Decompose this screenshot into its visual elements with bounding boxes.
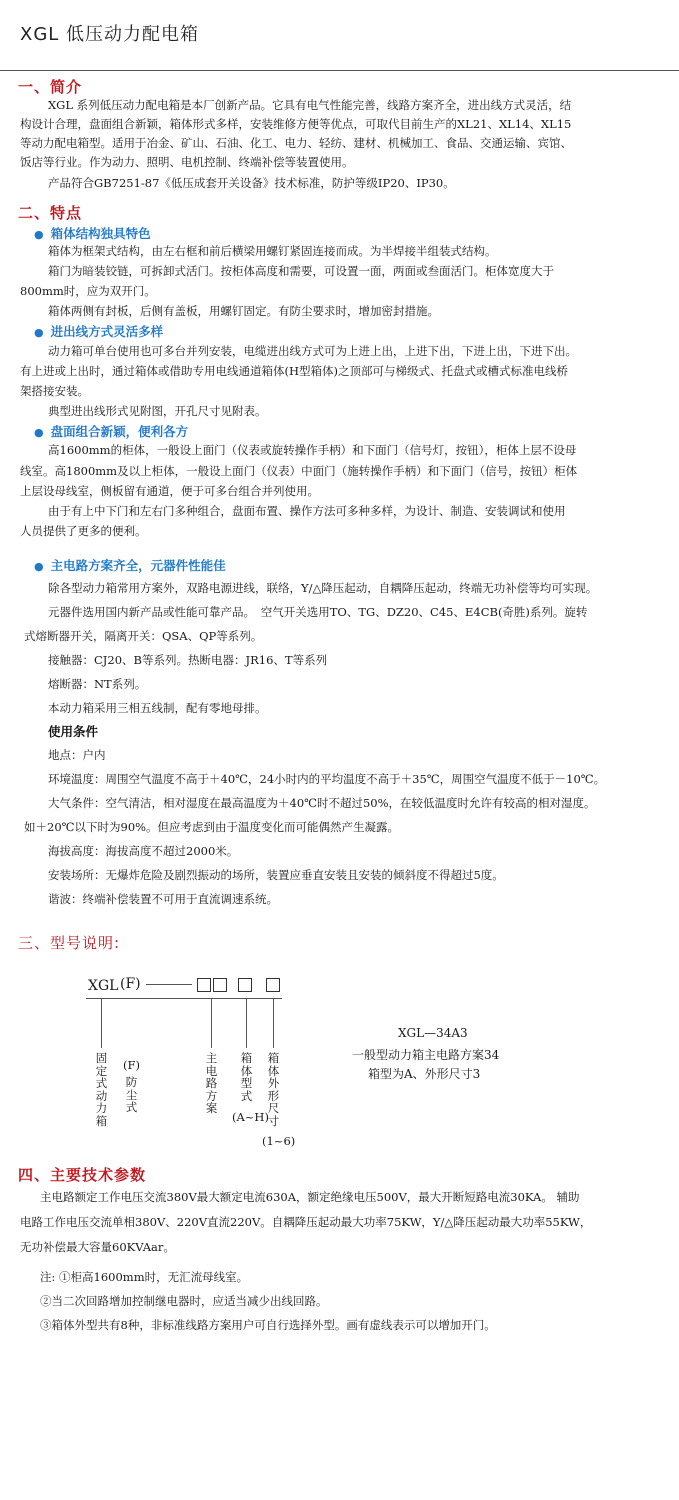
paragraph-line: 箱体为框架式结构，由左右框和前后横梁用螺钉紧固连接而成。为半焊接半组装式结构。 [48, 244, 497, 258]
bullet-icon: ● [34, 560, 44, 573]
bullet-icon: ● [34, 326, 44, 339]
label-box-size-range: (1~6) [262, 1134, 296, 1148]
subheading-label: 箱体结构独具特色 [50, 226, 151, 241]
label-fixed-type: 固定式动力箱 [95, 1051, 108, 1128]
subheading-panel [34, 422, 188, 440]
paragraph-line: 安装场所：无爆炸危险及剧烈振动的场所，装置应垂直安装且安装的倾斜度不得超过5度。 [48, 868, 504, 882]
paragraph-line: 架搭接安装。 [20, 384, 89, 398]
model-code-diagram [0, 960, 679, 1160]
conditions-title: 使用条件 [48, 724, 99, 739]
paragraph-line: 等动力配电箱型。适用于冶金、矿山、石油、化工、电力、轻纺、建材、机械加工、食品、交通运输、宾馆、 [20, 136, 572, 150]
paragraph-line: 箱体两侧有封板，后侧有盖板，用螺钉固定。有防尘要求时，增加密封措施。 [48, 304, 439, 318]
title-divider [0, 70, 679, 71]
paragraph-line: 接触器：CJ20、B等系列。热断电器：JR16、T等系列 [48, 653, 328, 667]
placeholder-box [238, 978, 252, 992]
paragraph-line: XGL 系列低压动力配电箱是本厂创新产品。它具有电气性能完善，线路方案齐全，进出线方式灵活，结 [48, 98, 572, 112]
section-model-title: 三、型号说明: [18, 934, 121, 952]
subheading-label: 主电路方案齐全，元器件性能佳 [50, 558, 226, 573]
label-box-type: 箱体型式 [240, 1051, 253, 1103]
label-main-circuit: 主电路方案 [205, 1051, 218, 1115]
paragraph-line: 上层设母线室，侧板留有通道，便于可多台组合并列使用。 [20, 484, 319, 498]
dash-connector [146, 984, 192, 985]
paragraph-line: 主电路额定工作电压交流380V最大额定电流630A，额定绝缘电压500V，最大开断短路电流30KA。 辅助 [40, 1190, 580, 1204]
subheading-label: 盘面组合新颖，便利各方 [50, 424, 189, 439]
paragraph-line: 有上进或上出时，通过箱体或借助专用电线通道箱体(H型箱体)之顶部可与梯级式、托盘式或槽式标准电线桥 [20, 364, 568, 378]
paragraph-line: 饭店等行业。作为动力、照明、电机控制、终端补偿等装置使用。 [20, 155, 354, 169]
code-f: (F) [120, 976, 141, 992]
paragraph-line: 线室。高1800mm及以上柜体，一般设上面门（仪表）中面门（施转操作手柄）和下面门（信号，按钮）柜体 [20, 464, 578, 478]
example-line: 箱型为A、外形尺寸3 [368, 1067, 481, 1081]
paragraph-line: 地点：户内 [48, 748, 106, 762]
code-xgl: XGL [88, 978, 119, 994]
paragraph-line: 环境温度：周围空气温度不高于＋40℃，24小时内的平均温度不高于＋35℃，周围空气温度不低于－10℃。 [48, 772, 606, 786]
section-params-title: 四、主要技术参数 [18, 1166, 147, 1184]
paragraph-line: 本动力箱采用三相五线制，配有零地母排。 [48, 701, 267, 715]
leader-line [211, 998, 212, 1048]
paragraph-line: 箱门为暗装铰链，可拆卸式活门。按柜体高度和需要，可设置一面，两面或叁面活门。柜体宽度大于 [48, 264, 554, 278]
section-features-title: 二、特点 [18, 204, 83, 222]
paragraph-line: 高1600mm的柜体，一般设上面门（仪表或旋转操作手柄）和下面门（信号灯，按钮），柜体上层不设母 [48, 443, 577, 457]
example-line: 一般型动力箱主电路方案34 [352, 1048, 500, 1062]
note-line: 注: ①柜高1600mm时，无汇流母线室。 [40, 1270, 249, 1284]
note-line: ③箱体外型共有8种，非标准线路方案用户可自行选择外型。画有虚线表示可以增加开门。 [40, 1318, 496, 1332]
paragraph-line: 电路工作电压交流单相380V、220V直流220V。自耦降压起动最大功率75KW，Y/△降压起动最大功率55KW， [20, 1215, 592, 1229]
bullet-icon: ● [34, 228, 44, 241]
paragraph-line: 除各型动力箱常用方案外，双路电源进线，联络，Y/△降压起动，自耦降压起动，终端无功补偿等均可实现。 [48, 581, 598, 595]
paragraph-line: 谐波：终端补偿装置不可用于直流调速系统。 [48, 892, 278, 906]
paragraph-line: 熔断器：NT系列。 [48, 677, 147, 691]
label-dustproof-code: (F) [123, 1058, 140, 1072]
paragraph-line: 典型进出线形式见附图，开孔尺寸见附表。 [48, 404, 267, 418]
paragraph-line: 式熔断器开关，隔离开关：QSA、QP等系列。 [24, 629, 263, 643]
example-code: XGL—34A3 [398, 1026, 468, 1040]
subheading-structure [34, 224, 151, 242]
label-dustproof: 防尘式 [125, 1075, 138, 1114]
label-box-size: 箱体外形尺寸 [267, 1051, 280, 1128]
page-title: XGL 低压动力配电箱 [20, 24, 200, 45]
paragraph-line: 元器件选用国内新产品或性能可靠产品。 空气开关选用TO、TG、DZ20、C45、E4CB(奇胜)系列。旋转 [48, 605, 588, 619]
leader-line [273, 998, 274, 1048]
subheading-label: 进出线方式灵活多样 [50, 324, 164, 339]
code-underline [86, 998, 282, 999]
placeholder-box [197, 978, 211, 992]
leader-line [246, 998, 247, 1048]
placeholder-box [266, 978, 280, 992]
subheading-circuit [34, 556, 226, 574]
paragraph-line: 如＋20℃以下时为90%。但应考虑到由于温度变化而可能偶然产生凝露。 [24, 820, 400, 834]
label-box-type-range: (A~H) [232, 1110, 269, 1124]
paragraph-line: 由于有上中下门和左右门多种组合，盘面布置、操作方法可多种多样，为设计、制造、安装调试和使用 [48, 504, 566, 518]
note-line: ②当二次回路增加控制继电器时，应适当减少出线回路。 [40, 1294, 328, 1308]
paragraph-line: 大气条件：空气清洁，相对湿度在最高温度为＋40℃时不超过50%，在较低温度时允许有较高的相对湿度。 [48, 796, 596, 810]
paragraph-line: 海拔高度：海拔高度不超过2000米。 [48, 844, 239, 858]
section-intro-title: 一、简介 [18, 78, 83, 96]
paragraph-line: 人员提供了更多的便利。 [20, 524, 147, 538]
leader-line [101, 998, 102, 1048]
subheading-wiring [34, 322, 163, 340]
placeholder-box [213, 978, 227, 992]
bullet-icon: ● [34, 426, 44, 439]
paragraph-line: 产品符合GB7251-87《低压成套开关设备》技术标准，防护等级IP20、IP30。 [48, 176, 455, 190]
paragraph-line: 构设计合理，盘面组合新颖，箱体形式多样，安装维修方便等优点，可取代目前生产的XL21、XL14、XL15 [20, 117, 572, 131]
paragraph-line: 800mm时，应为双开门。 [20, 284, 156, 298]
paragraph-line: 动力箱可单台使用也可多台并列安装，电缆进出线方式可为上进上出，上进下出，下进上出，下进下出。 [48, 344, 577, 358]
paragraph-line: 无功补偿最大容量60KVAar。 [20, 1240, 175, 1254]
